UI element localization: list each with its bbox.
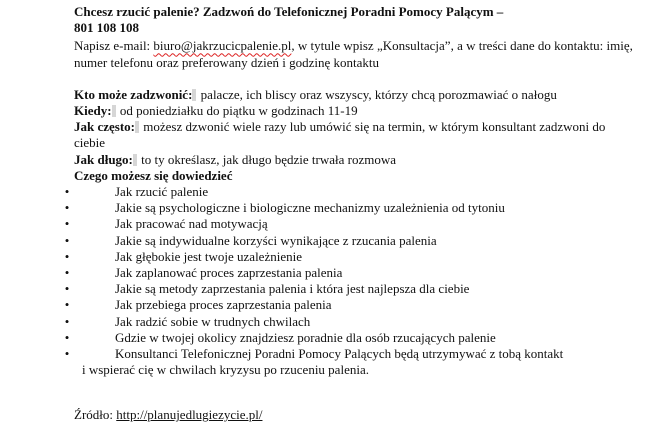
- bullet-icon: •: [64, 265, 70, 281]
- list-item-text: Jak przebiega proces zaprzestania palenia: [115, 297, 332, 313]
- list-item-text: Jakie są metody zaprzestania palenia i która jest najlepsza dla ciebie: [115, 281, 470, 297]
- list-item: [64, 297, 634, 313]
- bullet-icon: •: [64, 232, 70, 248]
- list-item: [64, 200, 634, 216]
- bullet-icon: •: [64, 329, 70, 345]
- list-item: [64, 248, 634, 265]
- text-marker: [112, 105, 116, 117]
- intro-after-email: , w tytule wpisz „Konsultacja”, a w treści dane do kontaktu: imię, numer telefonu oraz preferowany dzień i godzinę kontaktu: [74, 38, 633, 70]
- source-label: Źródło:: [74, 407, 117, 423]
- list-item-text: Konsultanci Telefonicznej Poradni Pomocy Palących będą utrzymywać z tobą kontakt: [115, 346, 564, 362]
- who-label: Kto może zadzwonić:: [74, 86, 193, 102]
- email-address[interactable]: biuro@jakrzucicpalenie.pl: [153, 38, 292, 54]
- list-item: [64, 265, 634, 281]
- list-item-text: Jakie są indywidualne korzyści wynikające z rzucania palenia: [115, 232, 437, 248]
- when-label: Kiedy:: [74, 103, 112, 119]
- text-marker: [135, 121, 139, 133]
- bullet-icon: •: [64, 216, 70, 232]
- list-item: [64, 346, 634, 378]
- who-text: palacze, ich bliscy oraz wszyscy, którzy chcą porozmawiać o nałogu: [197, 86, 557, 102]
- list-item-text: Jak zaplanować proces zaprzestania palenia: [115, 265, 343, 281]
- list-item: [64, 232, 634, 249]
- bullet-icon: •: [64, 248, 70, 264]
- who-paragraph: [74, 87, 634, 103]
- bullet-icon: •: [64, 297, 70, 313]
- intro-before-email: Napisz e-mail:: [74, 38, 154, 54]
- document-heading: [74, 4, 634, 36]
- list-item-text: Jak radzić sobie w trudnych chwilach: [115, 313, 311, 329]
- list-item-text: Jak pracować nad motywacją: [115, 216, 268, 232]
- how-long-label: Jak długo:: [74, 151, 133, 167]
- list-item: [64, 216, 634, 232]
- list-item: [64, 184, 634, 200]
- list-item-text: Gdzie w twojej okolicy znajdziesz poradnie dla osób rzucających palenie: [115, 329, 496, 345]
- document-page: [64, 4, 634, 424]
- heading-phone: 801 108 108: [74, 20, 139, 36]
- list-item: [64, 329, 634, 346]
- bullet-icon: •: [64, 313, 70, 329]
- list-item-text: Jak głębokie jest twoje uzależnienie: [115, 248, 302, 264]
- bullet-icon: •: [64, 200, 70, 216]
- how-often-label: Jak często:: [74, 119, 136, 135]
- source-link[interactable]: http://planujedlugiezycie.pl/: [116, 407, 263, 423]
- list-item-text: Jakie są psychologiczne i biologiczne mechanizmy uzależnienia od tytoniu: [115, 200, 505, 216]
- heading-title: Chcesz rzucić palenie? Zadzwoń do Telefonicznej Poradni Pomocy Palącym –: [74, 4, 504, 19]
- text-marker: [192, 89, 196, 101]
- how-often-paragraph: [74, 119, 634, 151]
- list-item-continuation: i wspierać cię w chwilach kryzysu po rzuceniu palenia.: [82, 362, 369, 378]
- how-often-text: możesz dzwonić wiele razy lub umówić się na termin, w którym konsultant zadzwoni do ciebie: [74, 119, 606, 151]
- intro-paragraph: [74, 38, 634, 70]
- blank-line: [74, 71, 634, 87]
- how-long-paragraph: [74, 152, 634, 168]
- list-item-text: Jak rzucić palenie: [115, 184, 209, 200]
- text-marker: [133, 154, 137, 166]
- bullet-icon: •: [64, 184, 70, 200]
- list-item: [64, 281, 634, 297]
- topics-list: [64, 184, 634, 378]
- how-long-text: to ty określasz, jak długo będzie trwała rozmowa: [137, 151, 396, 167]
- bullet-icon: •: [64, 281, 70, 297]
- bullet-icon: •: [64, 346, 70, 362]
- when-paragraph: [74, 103, 634, 119]
- source-line: [74, 407, 634, 423]
- when-text: od poniedziałku do piątku w godzinach 11-19: [116, 103, 358, 119]
- learn-label: Czego możesz się dowiedzieć: [74, 167, 233, 183]
- list-item: [64, 313, 634, 330]
